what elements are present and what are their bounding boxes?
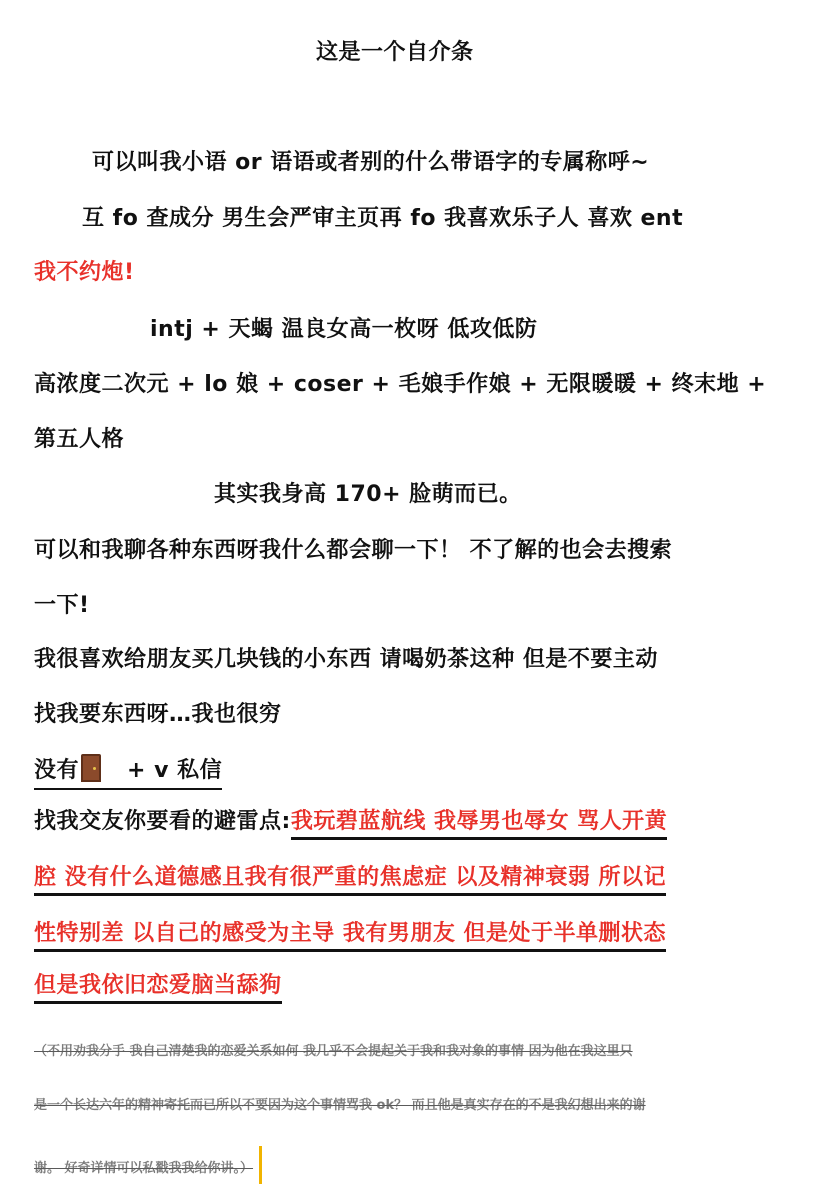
warning-row-1	[34, 806, 667, 838]
strikethrough-note-3-text: 谢。 好奇详情可以私戳我我给你讲。）	[34, 1161, 254, 1176]
door-icon	[81, 754, 101, 782]
intro-line-no-hookup: 我不约炮!	[34, 260, 135, 285]
dm-text-suffix: + v 私信	[127, 758, 223, 783]
intro-line-hobbies: 高浓度二次元 + lo 娘 + coser + 毛娘手作娘 + 无限暖暖 + 终末地 +	[34, 372, 767, 397]
strikethrough-note-3	[34, 1146, 262, 1184]
text-cursor	[259, 1146, 262, 1184]
warning-row-4	[34, 970, 282, 1002]
intro-line-chat-cont: 一下!	[34, 593, 90, 618]
strikethrough-note-1: （不用劝我分手 我自己清楚我的恋爱关系如何 我几乎不会提起关于我和我对象的事情 因为他在我这里只	[34, 1044, 633, 1059]
warning-text-4: 但是我依旧恋爱脑当舔狗	[34, 973, 282, 1004]
warning-text-2: 腔 没有什么道德感且我有很严重的焦虑症 以及精神衰弱 所以记	[34, 865, 666, 896]
intro-line-mbti: intj + 天蝎 温良女高一枚呀 低攻低防	[150, 317, 538, 342]
strikethrough-note-2: 是一个长达六年的精神寄托而已所以不要因为这个事情骂我 ok？ 而且他是真实存在的不是我幻想出来的谢	[34, 1098, 646, 1113]
intro-line-nickname: 可以叫我小语 or 语语或者别的什么带语字的专属称呼~	[92, 150, 650, 175]
intro-line-height: 其实我身高 170+ 脸萌而已。	[214, 482, 522, 507]
warning-row-3	[34, 918, 666, 950]
warning-row-2	[34, 862, 666, 894]
warning-label: 找我交友你要看的避雷点:	[34, 809, 291, 834]
dm-text-prefix: 没有	[34, 758, 80, 783]
warning-text-1: 我玩碧蓝航线 我辱男也辱女 骂人开黄	[291, 809, 667, 840]
intro-line-hobbies-cont: 第五人格	[34, 427, 125, 452]
intro-line-chat: 可以和我聊各种东西呀我什么都会聊一下！ 不了解的也会去搜索	[34, 538, 673, 563]
intro-line-dm	[34, 754, 222, 790]
intro-line-gifts: 我很喜欢给朋友买几块钱的小东西 请喝奶茶这种 但是不要主动	[34, 647, 658, 672]
intro-line-follow: 互 fo 查成分 男生会严审主页再 fo 我喜欢乐子人 喜欢 ent	[82, 206, 684, 231]
intro-line-gifts-cont: 找我要东西呀…我也很穷	[34, 702, 282, 727]
warning-text-3: 性特别差 以自己的感受为主导 我有男朋友 但是处于半单删状态	[34, 921, 666, 952]
page-title: 这是一个自介条	[316, 40, 474, 65]
